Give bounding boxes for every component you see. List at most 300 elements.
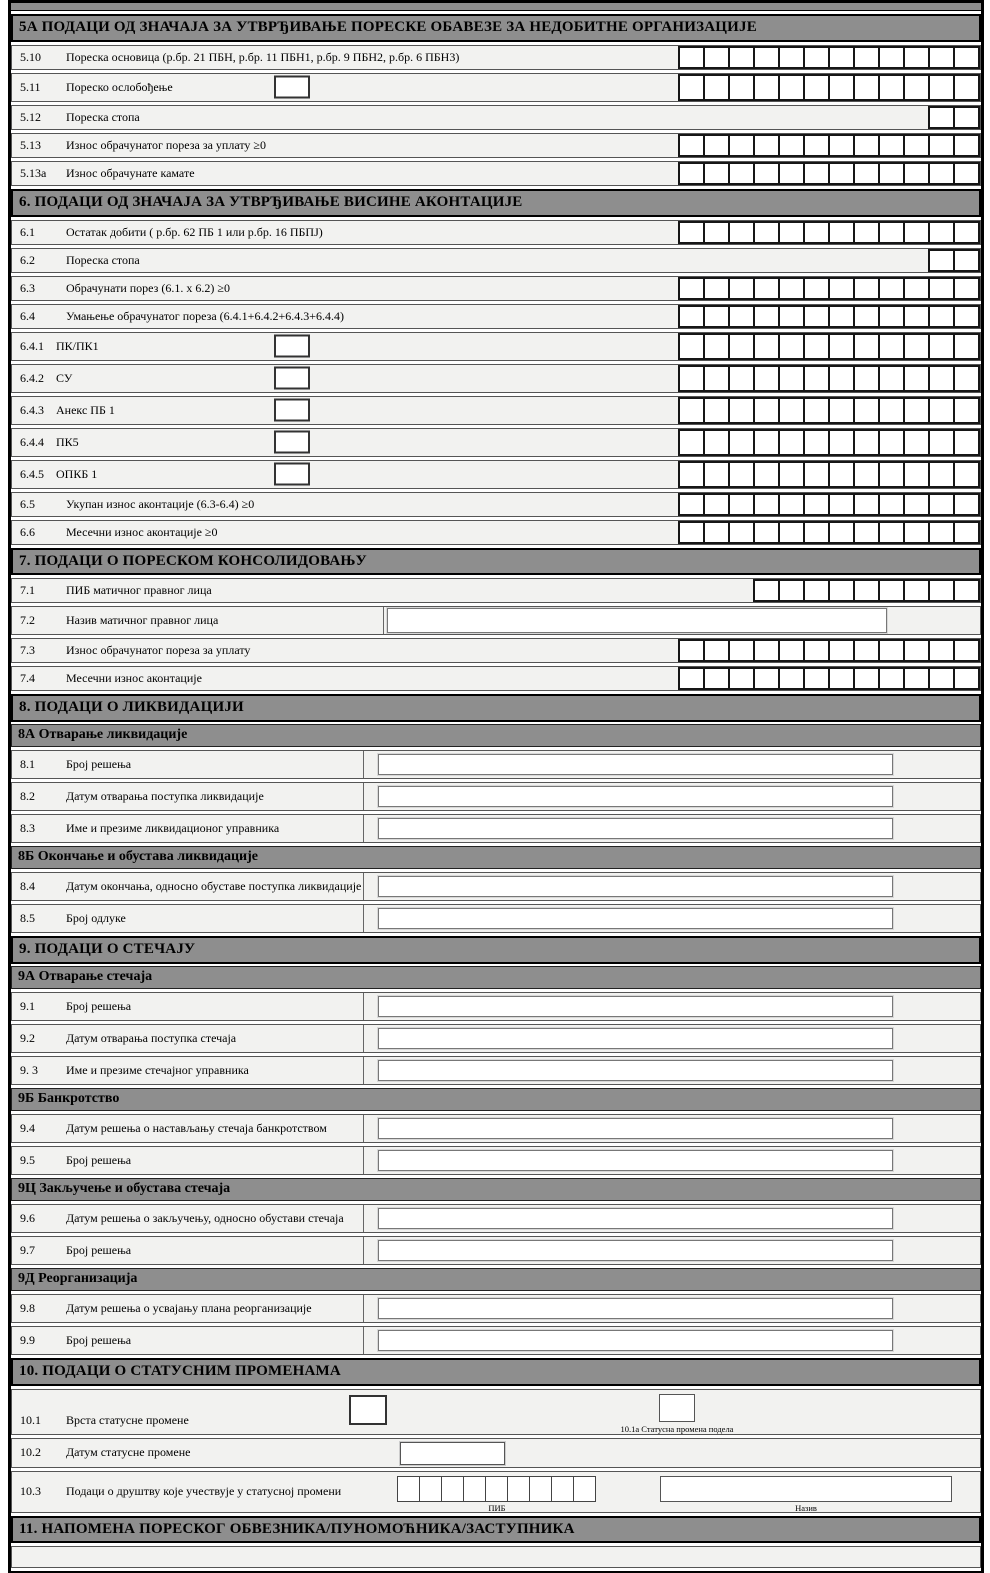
digit-cell[interactable] (755, 521, 780, 544)
digit-cell[interactable] (680, 162, 705, 185)
digit-cell[interactable] (805, 46, 830, 69)
digit-cell[interactable] (780, 134, 805, 157)
row-label: Име и презиме ликвидационог управника (66, 821, 280, 835)
digit-cell[interactable] (830, 221, 855, 244)
digit-cell[interactable] (930, 429, 955, 456)
text-input[interactable] (378, 1118, 893, 1139)
digit-cell[interactable] (905, 397, 930, 424)
digit-cell[interactable] (805, 667, 830, 690)
text-input[interactable] (378, 1150, 893, 1171)
digit-cells-input[interactable] (678, 305, 980, 328)
digit-cell[interactable] (830, 493, 855, 516)
digit-cell[interactable] (905, 333, 930, 360)
row-label: Датум отварања поступка стечаја (66, 1030, 237, 1045)
row-label: Обрачунати порез (6.1. х 6.2) ≥0 (66, 280, 230, 295)
text-input[interactable] (378, 1060, 893, 1081)
digit-cell[interactable] (905, 365, 930, 392)
digit-cell[interactable] (705, 74, 730, 101)
row-number: 9.4 (20, 1120, 35, 1135)
digit-cell[interactable] (855, 429, 880, 456)
row-label: Датум решења о усвајању плана реорганизације (66, 1300, 312, 1315)
pib-label: ПИБ (488, 1502, 506, 1513)
digit-cell[interactable] (955, 493, 980, 516)
row-9-3 (11, 1056, 981, 1085)
digit-cell[interactable] (955, 277, 980, 300)
digit-cell[interactable] (905, 429, 930, 456)
digit-cell[interactable] (680, 333, 705, 360)
digit-cell[interactable] (880, 579, 905, 602)
digit-cell[interactable] (755, 221, 780, 244)
digit-cell[interactable] (955, 333, 980, 360)
digit-cell[interactable] (730, 493, 755, 516)
digit-cell[interactable] (805, 461, 830, 488)
digit-cell[interactable] (780, 579, 805, 602)
digit-cell[interactable] (705, 397, 730, 424)
digit-cell[interactable] (830, 639, 855, 662)
digit-cell[interactable] (855, 46, 880, 69)
digit-cell[interactable] (855, 74, 880, 101)
digit-cell[interactable] (805, 333, 830, 360)
digit-cell[interactable] (930, 106, 955, 129)
digit-cell[interactable] (930, 221, 955, 244)
digit-cell[interactable] (955, 429, 980, 456)
digit-cell[interactable] (930, 74, 955, 101)
digit-cell[interactable] (730, 162, 755, 185)
digit-cells-input[interactable] (678, 277, 980, 300)
digit-cell[interactable] (780, 221, 805, 244)
digit-cell[interactable] (730, 74, 755, 101)
digit-cell[interactable] (880, 365, 905, 392)
row-label: Врста статусне промене (66, 1412, 189, 1427)
digit-cell[interactable] (930, 667, 955, 690)
digit-cell[interactable] (730, 333, 755, 360)
digit-cell[interactable] (705, 521, 730, 544)
row-number: 5.12 (20, 109, 41, 124)
row-10-2 (11, 1438, 981, 1468)
digit-cell[interactable] (705, 134, 730, 157)
digit-cells-input[interactable] (678, 461, 980, 488)
digit-cells-input[interactable] (678, 46, 980, 69)
row-label: Пореска стопа (66, 109, 140, 124)
digit-cell[interactable] (755, 365, 780, 392)
digit-cell[interactable] (955, 579, 980, 602)
text-input[interactable] (378, 1298, 893, 1319)
digit-cell[interactable] (705, 333, 730, 360)
row-checkbox[interactable] (274, 367, 310, 390)
digit-cell[interactable] (680, 667, 705, 690)
digit-cell[interactable] (780, 365, 805, 392)
digit-cell[interactable] (830, 365, 855, 392)
digit-cell[interactable] (855, 221, 880, 244)
row-6-5 (11, 492, 981, 517)
digit-cell[interactable] (930, 579, 955, 602)
digit-cell[interactable] (705, 639, 730, 662)
digit-cell[interactable] (855, 493, 880, 516)
digit-cell[interactable] (855, 461, 880, 488)
digit-cell[interactable] (855, 639, 880, 662)
text-input[interactable] (378, 786, 893, 807)
digit-cell[interactable] (805, 493, 830, 516)
row-label: Број решења (66, 1332, 132, 1347)
digit-cell[interactable] (805, 162, 830, 185)
digit-cell[interactable] (442, 1476, 464, 1502)
digit-cell[interactable] (855, 397, 880, 424)
row-number: 8.3 (20, 821, 35, 835)
digit-cell[interactable] (905, 493, 930, 516)
digit-cell[interactable] (955, 365, 980, 392)
row-checkbox[interactable] (274, 431, 310, 454)
digit-cell[interactable] (880, 639, 905, 662)
digit-cell[interactable] (780, 429, 805, 456)
digit-cells-input[interactable] (678, 74, 980, 101)
row-9-9 (11, 1326, 981, 1355)
digit-cell[interactable] (780, 74, 805, 101)
digit-cell[interactable] (780, 162, 805, 185)
digit-cell[interactable] (955, 397, 980, 424)
digit-cell[interactable] (805, 305, 830, 328)
digit-cell[interactable] (905, 667, 930, 690)
digit-cell[interactable] (930, 277, 955, 300)
row-6-3 (11, 276, 981, 301)
digit-cell[interactable] (855, 521, 880, 544)
digit-cell[interactable] (955, 162, 980, 185)
digit-cell[interactable] (730, 305, 755, 328)
digit-cell[interactable] (680, 221, 705, 244)
digit-cells-input[interactable] (753, 579, 980, 602)
digit-cell[interactable] (805, 277, 830, 300)
digit-cell[interactable] (680, 46, 705, 69)
previous-section-edge (11, 0, 981, 11)
row-checkbox[interactable] (274, 399, 310, 422)
text-input[interactable] (378, 908, 893, 929)
digit-cell[interactable] (755, 461, 780, 488)
digit-cell[interactable] (755, 277, 780, 300)
digit-cell[interactable] (805, 365, 830, 392)
digit-cell[interactable] (730, 429, 755, 456)
digit-cell[interactable] (930, 249, 955, 272)
digit-cell[interactable] (755, 493, 780, 516)
text-input[interactable] (378, 1240, 893, 1261)
digit-cell[interactable] (880, 134, 905, 157)
text-input[interactable] (378, 1208, 893, 1229)
digit-cell[interactable] (830, 134, 855, 157)
digit-cell[interactable] (830, 397, 855, 424)
digit-cell[interactable] (880, 493, 905, 516)
digit-cells-input[interactable] (678, 162, 980, 185)
digit-cell[interactable] (680, 365, 705, 392)
digit-cell[interactable] (680, 521, 705, 544)
digit-cells-input[interactable] (678, 429, 980, 456)
digit-cell[interactable] (780, 639, 805, 662)
digit-cell[interactable] (730, 639, 755, 662)
digit-cell[interactable] (730, 521, 755, 544)
digit-cell[interactable] (955, 106, 980, 129)
row-number: 6.4.2 (20, 370, 44, 385)
row-6-4-1 (11, 332, 981, 361)
text-input[interactable] (378, 1330, 893, 1351)
digit-cells-input[interactable] (928, 249, 980, 272)
text-input[interactable] (378, 996, 893, 1017)
digit-cell[interactable] (805, 639, 830, 662)
digit-cell[interactable] (855, 365, 880, 392)
digit-cell[interactable] (508, 1476, 530, 1502)
digit-cell[interactable] (830, 305, 855, 328)
digit-cell[interactable] (486, 1476, 508, 1502)
section-header-11: 11. НАПОМЕНА ПОРЕСКОГ ОБВЕЗНИКА/ПУНОМОЋНИКА/ЗАСТУПНИКА (11, 1516, 981, 1544)
digit-cell[interactable] (552, 1476, 574, 1502)
digit-cell[interactable] (398, 1476, 420, 1502)
digit-cell[interactable] (780, 277, 805, 300)
digit-cell[interactable] (830, 162, 855, 185)
digit-cell[interactable] (755, 639, 780, 662)
row-7-3 (11, 638, 981, 663)
digit-cell[interactable] (780, 493, 805, 516)
digit-cell[interactable] (955, 461, 980, 488)
digit-cell[interactable] (680, 493, 705, 516)
digit-cell[interactable] (805, 521, 830, 544)
digit-cell[interactable] (780, 667, 805, 690)
digit-cell[interactable] (955, 134, 980, 157)
digit-cell[interactable] (830, 579, 855, 602)
digit-cell[interactable] (855, 333, 880, 360)
digit-cell[interactable] (955, 46, 980, 69)
digit-cell[interactable] (780, 521, 805, 544)
digit-cell[interactable] (905, 305, 930, 328)
digit-cell[interactable] (955, 305, 980, 328)
digit-cell[interactable] (930, 397, 955, 424)
digit-cell[interactable] (930, 305, 955, 328)
digit-cell[interactable] (780, 305, 805, 328)
digit-cell[interactable] (805, 429, 830, 456)
digit-cell[interactable] (930, 493, 955, 516)
digit-cell[interactable] (905, 579, 930, 602)
digit-cell[interactable] (730, 277, 755, 300)
digit-cell[interactable] (955, 74, 980, 101)
digit-cell[interactable] (855, 162, 880, 185)
digit-cell[interactable] (880, 667, 905, 690)
digit-cell[interactable] (805, 134, 830, 157)
digit-cell[interactable] (730, 667, 755, 690)
digit-cell[interactable] (705, 429, 730, 456)
digit-cell[interactable] (930, 134, 955, 157)
digit-cell[interactable] (680, 74, 705, 101)
row-label: Број решења (66, 998, 132, 1013)
digit-cell[interactable] (955, 221, 980, 244)
digit-cell[interactable] (780, 46, 805, 69)
digit-cell[interactable] (930, 46, 955, 69)
digit-cell[interactable] (880, 277, 905, 300)
digit-cells-input[interactable] (678, 521, 980, 544)
digit-cell[interactable] (880, 461, 905, 488)
text-input[interactable] (378, 1028, 893, 1049)
digit-cell[interactable] (680, 305, 705, 328)
digit-cell[interactable] (780, 397, 805, 424)
digit-cell[interactable] (705, 162, 730, 185)
digit-cells-input[interactable] (678, 365, 980, 392)
digit-cell[interactable] (930, 461, 955, 488)
status-change-division-checkbox[interactable] (659, 1394, 695, 1422)
row-label: Број одлуке (66, 911, 126, 925)
digit-cell[interactable] (730, 134, 755, 157)
digit-cells-input[interactable] (678, 493, 980, 516)
row-9-2 (11, 1024, 981, 1053)
digit-cells-input[interactable] (678, 221, 980, 244)
digit-cell[interactable] (880, 429, 905, 456)
text-input[interactable] (378, 818, 893, 839)
digit-cell[interactable] (855, 305, 880, 328)
digit-cells-input[interactable] (678, 397, 980, 424)
digit-cell[interactable] (855, 277, 880, 300)
checkbox-sublabel: 10.1а Статусна промена подела (620, 1423, 734, 1434)
digit-cell[interactable] (930, 333, 955, 360)
row-9-8 (11, 1294, 981, 1323)
row-number: 7.4 (20, 671, 35, 686)
row-10-1 (11, 1389, 981, 1435)
digit-cell[interactable] (780, 461, 805, 488)
digit-cell[interactable] (830, 277, 855, 300)
naziv-label: Назив (795, 1502, 817, 1513)
digit-cell[interactable] (905, 521, 930, 544)
row-label: Износ обрачунатог пореза за уплату (66, 643, 251, 658)
digit-cell[interactable] (830, 521, 855, 544)
digit-cell[interactable] (705, 365, 730, 392)
digit-cell[interactable] (855, 667, 880, 690)
digit-cell[interactable] (905, 461, 930, 488)
digit-cell[interactable] (930, 521, 955, 544)
digit-cells-input[interactable] (678, 333, 980, 360)
section-header-5a: 5А ПОДАЦИ ОД ЗНАЧАЈА ЗА УТВРЂИВАЊЕ ПОРЕСКЕ ОБАВЕЗЕ ЗА НЕДОБИТНЕ ОРГАНИЗАЦИЈЕ (11, 14, 981, 42)
form-frame (8, 0, 984, 1573)
row-8-2 (11, 782, 981, 811)
digit-cell[interactable] (955, 521, 980, 544)
digit-cell[interactable] (755, 46, 780, 69)
digit-cell[interactable] (780, 333, 805, 360)
digit-cell[interactable] (880, 521, 905, 544)
text-input[interactable] (378, 876, 893, 897)
digit-cell[interactable] (855, 579, 880, 602)
digit-cell[interactable] (730, 461, 755, 488)
digit-cell[interactable] (705, 461, 730, 488)
digit-cell[interactable] (830, 46, 855, 69)
digit-cell[interactable] (955, 639, 980, 662)
digit-cell[interactable] (730, 221, 755, 244)
digit-cells-input[interactable] (678, 134, 980, 157)
digit-cell[interactable] (705, 277, 730, 300)
digit-cell[interactable] (880, 397, 905, 424)
digit-cell[interactable] (805, 397, 830, 424)
date-input[interactable] (400, 1442, 505, 1465)
digit-cell[interactable] (680, 461, 705, 488)
digit-cell[interactable] (755, 162, 780, 185)
digit-cell[interactable] (530, 1476, 552, 1502)
digit-cell[interactable] (830, 461, 855, 488)
digit-cell[interactable] (755, 134, 780, 157)
digit-cell[interactable] (680, 639, 705, 662)
digit-cells-input[interactable] (928, 106, 980, 129)
digit-cell[interactable] (680, 277, 705, 300)
digit-cells-input[interactable] (678, 667, 980, 690)
section-header-9b: 9Б Банкротство (11, 1088, 981, 1111)
digit-cell[interactable] (905, 277, 930, 300)
digit-cell[interactable] (730, 365, 755, 392)
digit-cell[interactable] (705, 221, 730, 244)
digit-cell[interactable] (955, 249, 980, 272)
digit-cell[interactable] (420, 1476, 442, 1502)
digit-cell[interactable] (930, 162, 955, 185)
digit-cell[interactable] (930, 639, 955, 662)
digit-cell[interactable] (755, 397, 780, 424)
company-name-input[interactable] (660, 1476, 952, 1502)
note-input-area[interactable] (11, 1546, 981, 1568)
text-input[interactable] (387, 608, 887, 633)
digit-cell[interactable] (930, 365, 955, 392)
digit-cell[interactable] (680, 429, 705, 456)
digit-cell[interactable] (880, 305, 905, 328)
digit-cell[interactable] (830, 74, 855, 101)
row-number: 9.7 (20, 1242, 35, 1257)
text-input[interactable] (378, 754, 893, 775)
digit-cell[interactable] (755, 579, 780, 602)
digit-cell[interactable] (755, 305, 780, 328)
digit-cell[interactable] (905, 134, 930, 157)
digit-cell[interactable] (805, 221, 830, 244)
digit-cell[interactable] (574, 1476, 596, 1502)
digit-cell[interactable] (880, 221, 905, 244)
row-label: ПК/ПК1 (56, 338, 99, 353)
row-checkbox[interactable] (274, 335, 310, 358)
digit-cell[interactable] (755, 333, 780, 360)
digit-cell[interactable] (705, 46, 730, 69)
digit-cell[interactable] (755, 667, 780, 690)
digit-cell[interactable] (805, 74, 830, 101)
digit-cell[interactable] (880, 333, 905, 360)
digit-cell[interactable] (905, 221, 930, 244)
digit-cell[interactable] (705, 305, 730, 328)
row-number: 6.6 (20, 524, 35, 539)
digit-cell[interactable] (905, 162, 930, 185)
digit-cell[interactable] (905, 46, 930, 69)
digit-cell[interactable] (830, 429, 855, 456)
digit-cell[interactable] (680, 134, 705, 157)
digit-cell[interactable] (880, 74, 905, 101)
pib-digit-cells[interactable] (397, 1476, 597, 1502)
digit-cell[interactable] (830, 333, 855, 360)
digit-cell[interactable] (755, 429, 780, 456)
row-label: ОПКБ 1 (56, 466, 98, 481)
digit-cell[interactable] (730, 397, 755, 424)
digit-cell[interactable] (830, 667, 855, 690)
row-6-4-5 (11, 460, 981, 489)
digit-cell[interactable] (880, 162, 905, 185)
row-checkbox[interactable] (274, 463, 310, 486)
digit-cell[interactable] (905, 639, 930, 662)
row-checkbox[interactable] (274, 76, 310, 99)
digit-cell[interactable] (730, 46, 755, 69)
digit-cells-input[interactable] (678, 639, 980, 662)
digit-cell[interactable] (955, 667, 980, 690)
status-change-checkbox[interactable] (349, 1395, 387, 1425)
digit-cell[interactable] (705, 667, 730, 690)
digit-cell[interactable] (855, 134, 880, 157)
digit-cell[interactable] (755, 74, 780, 101)
row-label: Износ обрачунате камате (66, 165, 195, 180)
digit-cell[interactable] (464, 1476, 486, 1502)
digit-cell[interactable] (705, 493, 730, 516)
digit-cell[interactable] (905, 74, 930, 101)
digit-cell[interactable] (680, 397, 705, 424)
digit-cell[interactable] (880, 46, 905, 69)
digit-cell[interactable] (805, 579, 830, 602)
